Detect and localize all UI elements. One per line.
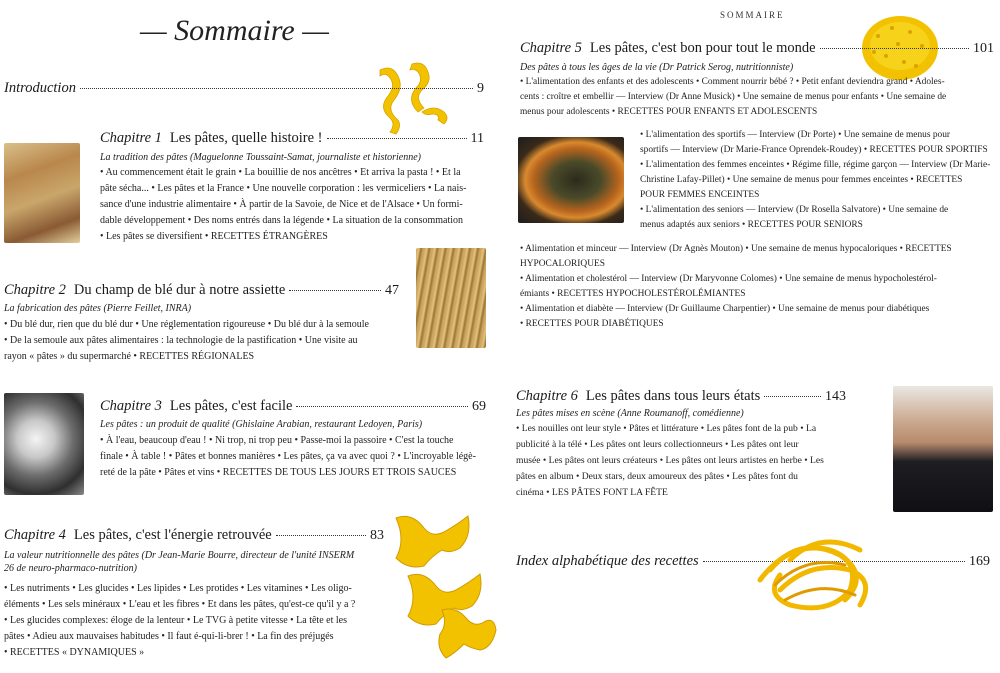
- chapter-page: 83: [370, 528, 384, 543]
- chapter-contents-mid: [640, 128, 998, 233]
- chapter-subtitle: Les pâtes mises en scène (Anne Roumanoff, comédienne): [516, 408, 744, 419]
- contents-line: cents : croître et embellir — Interview (Dr Anne Musick) • Une semaine de menus pour enfants • Une semaine de: [520, 92, 947, 102]
- chapter-contents: [4, 317, 409, 365]
- toc-chapter-3[interactable]: [100, 398, 486, 415]
- contents-line: • À l'eau, beaucoup d'eau ! • Ni trop, ni trop peu • Passe-moi la passoire • C'est la touche: [100, 435, 454, 446]
- chapter-label: Chapitre 2: [4, 282, 66, 298]
- contents-line: • L'alimentation des seniors — Interview (Dr Rosella Salvatore) • Une semaine de: [640, 205, 949, 215]
- contents-line: finale • À table ! • Pâtes et bonnes manières • Les pâtes, ça va avec quoi ? • L'incroyable légè-: [100, 451, 476, 462]
- contents-line: • Alimentation et diabète — Interview (Dr Guillaume Charpentier) • Une semaine de menus pour diabétiques: [520, 304, 930, 314]
- contents-line: • Les nutriments • Les glucides • Les lipides • Les protides • Les vitamines • Les oligo-: [4, 583, 352, 594]
- chapter-contents: [100, 433, 495, 481]
- contents-line: • Au commencement était le grain • La bouillie de nos ancêtres • Et arriva la pasta ! • Et la: [100, 167, 461, 178]
- contents-line: sance d'une industrie alimentaire • À partir de la Savoie, de Nice et de l'Alsace • Un formi-: [100, 199, 463, 210]
- tagliatelle-nest-image: [750, 520, 880, 620]
- wheat-field-image: [416, 248, 486, 348]
- man-portrait-image: [893, 386, 993, 512]
- leader-dots: [764, 396, 821, 397]
- toc-chapter-2[interactable]: [4, 282, 399, 299]
- toc-chapter-6[interactable]: [516, 388, 846, 405]
- contents-line: émiants • RECETTES HYPOCHOLESTÉROLÉMIANTES: [520, 289, 746, 299]
- toc-introduction[interactable]: [4, 80, 484, 97]
- vintage-poster-image: [4, 143, 80, 243]
- contents-line: sportifs — Interview (Dr Marie-France Oprendek-Roudey) • RECETTES POUR SPORTIFS: [640, 145, 988, 155]
- contents-line: reté de la pâte • Pâtes et vins • RECETTES DE TOUS LES JOURS ET TROIS SAUCES: [100, 467, 457, 478]
- subtitle-line: 26 de neuro-pharmaco-nutrition): [4, 563, 137, 574]
- chapter-contents: [520, 75, 998, 120]
- contents-line: dable développement • Des noms entrés dans la légende • La situation de la consommation: [100, 215, 464, 226]
- contents-line: • Du blé dur, rien que du blé dur • Une réglementation rigoureuse • Du blé dur à la semoule: [4, 319, 369, 330]
- pasta-pot-image: [4, 393, 84, 495]
- fusilli-pasta-image: [372, 60, 452, 140]
- contents-line: HYPOCALORIQUES: [520, 259, 605, 269]
- contents-line: • L'alimentation des sportifs — Interview (Dr Porte) • Une semaine de menus pour: [640, 130, 950, 140]
- chapter-page: 47: [385, 283, 399, 298]
- pasta-dish-image: [518, 137, 624, 223]
- chapter-contents: [100, 165, 495, 245]
- contents-line: • RECETTES « DYNAMIQUES »: [4, 647, 145, 658]
- index-page: 169: [969, 554, 990, 569]
- contents-line: • Alimentation et cholestérol — Interview (Dr Maryvonne Colomes) • Une semaine de menus hypocholestérol-: [520, 274, 937, 284]
- chapter-contents: [4, 581, 389, 661]
- leader-dots: [820, 48, 969, 49]
- leader-dots: [327, 138, 467, 139]
- contents-line: • Les pâtes se diversifient • RECETTES ÉTRANGÈRES: [100, 231, 328, 242]
- chapter-subtitle: La tradition des pâtes (Maguelonne Toussaint-Samat, journaliste et historienne): [100, 152, 422, 163]
- contents-line: • De la semoule aux pâtes alimentaires : la technologie de la pastification • Une visite au: [4, 335, 358, 346]
- toc-chapter-1[interactable]: [100, 130, 484, 147]
- chapter-page: 143: [825, 389, 846, 404]
- farfalle-pasta-image: [388, 510, 498, 660]
- chapter-page: 69: [472, 399, 486, 414]
- leader-dots: [80, 88, 473, 89]
- chapter-title: Les pâtes, c'est bon pour tout le monde: [589, 40, 816, 56]
- toc-chapter-5[interactable]: [520, 40, 994, 57]
- contents-line: musée • Les pâtes ont leurs créateurs • Les pâtes ont leurs artistes en herbe • Les: [516, 455, 824, 466]
- running-head: SOMMAIRE: [720, 10, 785, 20]
- contents-line: POUR FEMMES ENCEINTES: [640, 190, 760, 200]
- chapter-label: Chapitre 1: [100, 130, 162, 146]
- chapter-label: Chapitre 6: [516, 388, 578, 404]
- contents-line: • Les nouilles ont leur style • Pâtes et littérature • Les pâtes font de la pub • La: [516, 423, 817, 434]
- contents-line: pâtes en album • Deux stars, deux amoureux des pâtes • Les pâtes font du: [516, 471, 798, 482]
- contents-line: • RECETTES POUR DIABÉTIQUES: [520, 319, 664, 329]
- chapter-title: Les pâtes, c'est l'énergie retrouvée: [73, 527, 272, 543]
- contents-line: • L'alimentation des enfants et des adolescents • Comment nourrir bébé ? • Petit enfant deviendra grand • Adoles-: [520, 77, 945, 87]
- chapter-contents-bottom: [520, 242, 998, 332]
- chapter-page: 11: [470, 131, 484, 146]
- index-label: Index alphabétique des recettes: [516, 553, 699, 569]
- chapter-subtitle: [4, 549, 394, 575]
- intro-page: 9: [477, 81, 484, 96]
- contents-line: • L'alimentation des femmes enceintes • Régime fille, régime garçon — Interview (Dr Marie-: [640, 160, 991, 170]
- chapter-label: Chapitre 3: [100, 398, 162, 414]
- contents-line: cinéma • LES PÂTES FONT LA FÊTE: [516, 487, 668, 498]
- contents-line: publicité à la télé • Les pâtes ont leurs collectionneurs • Les pâtes ont leur: [516, 439, 799, 450]
- contents-line: éléments • Les sels minéraux • L'eau et les fibres • Et dans les pâtes, qu'est-ce qu'il y a ?: [4, 599, 356, 610]
- leader-dots: [296, 406, 468, 407]
- chapter-title: Les pâtes, quelle histoire !: [169, 130, 323, 146]
- contents-line: rayon « pâtes » du supermarché • RECETTES RÉGIONALES: [4, 351, 255, 362]
- chapter-subtitle: Les pâtes : un produit de qualité (Ghislaine Arabian, restaurant Ledoyen, Paris): [100, 419, 423, 430]
- chapter-title: Les pâtes dans tous leurs états: [585, 388, 761, 404]
- chapter-title: Les pâtes, c'est facile: [169, 398, 293, 414]
- contents-line: • Les glucides complexes: éloge de la lenteur • Le TVG à petite vitesse • La tête et les: [4, 615, 347, 626]
- chapter-page: 101: [973, 41, 994, 56]
- contents-line: pâte sécha... • Les pâtes et la France • Une nouvelle corporation : les vermiceliers • La nais-: [100, 183, 467, 194]
- contents-line: menus pour adolescents • RECETTES POUR ENFANTS ET ADOLESCENTS: [520, 107, 818, 117]
- chapter-contents: [516, 421, 876, 501]
- page-title: — Sommaire —: [140, 14, 329, 47]
- chapter-title: Du champ de blé dur à notre assiette: [73, 282, 286, 298]
- subtitle-line: La valeur nutritionnelle des pâtes (Dr Jean-Marie Bourre, directeur de l'unité INSERM: [4, 550, 355, 561]
- leader-dots: [289, 290, 381, 291]
- chapter-subtitle: Des pâtes à tous les âges de la vie (Dr Patrick Serog, nutritionniste): [520, 62, 794, 73]
- leader-dots: [276, 535, 366, 536]
- toc-chapter-4[interactable]: [4, 527, 384, 544]
- contents-line: Christine Lafay-Pillet) • Une semaine de menus pour femmes enceintes • RECETTES: [640, 175, 963, 185]
- contents-line: • Alimentation et minceur — Interview (Dr Agnès Mouton) • Une semaine de menus hypocaloriques • RECETTES: [520, 244, 952, 254]
- contents-line: menus adaptés aux seniors • RECETTES POUR SENIORS: [640, 220, 863, 230]
- chapter-subtitle: La fabrication des pâtes (Pierre Feillet, INRA): [4, 303, 192, 314]
- chapter-label: Chapitre 4: [4, 527, 66, 543]
- intro-label: Introduction: [4, 80, 76, 96]
- contents-line: pâtes • Adieu aux mauvaises habitudes • Il faut é-qui-li-brer ! • La fin des préjugés: [4, 631, 334, 642]
- chapter-label: Chapitre 5: [520, 40, 582, 56]
